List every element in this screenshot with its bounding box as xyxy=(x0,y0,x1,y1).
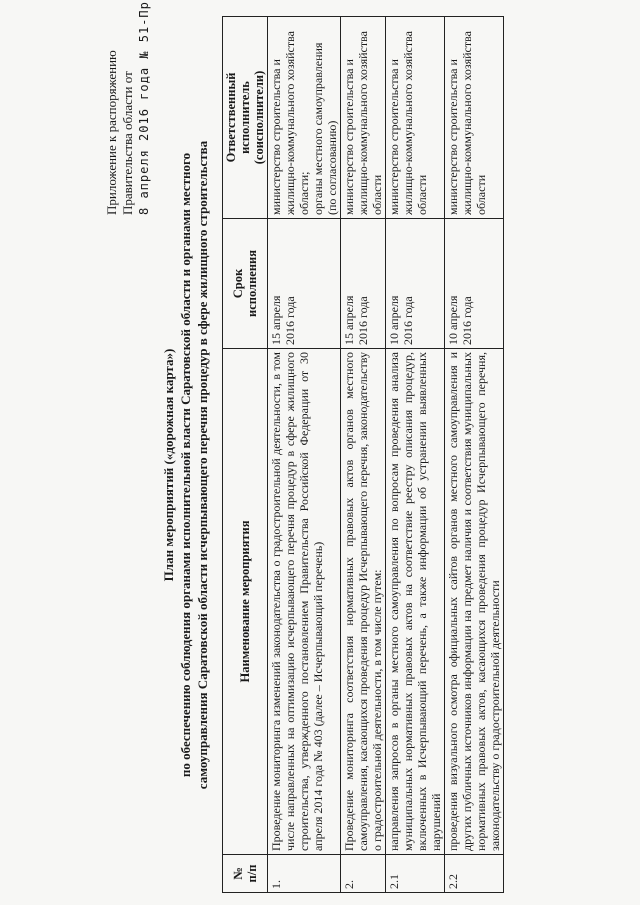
header-num: № п/п xyxy=(223,855,268,893)
document-title xyxy=(160,25,211,905)
appendix-line-2: Правительства области от xyxy=(120,71,135,215)
row-num: 2.1 xyxy=(386,855,445,893)
row-deadline: 10 апреля 2016 года xyxy=(445,219,504,349)
row-responsible: министерство строительства и жилищно-коммунального хозяйства области xyxy=(386,17,445,219)
row-name: направления запросов в органы местного самоуправления по вопросам проведения анализа муниципальных нормативных правовых актов на соответствие реестру описания процедур, включенных в Исчерпывающий перечень, а также информации об устранении выявленных нарушений xyxy=(386,349,445,855)
header-name: Наименование мероприятия xyxy=(223,349,268,855)
row-name: проведения визуального осмотра официальных сайтов органов местного самоуправления и других публичных источников информации на предмет наличия и соответствия муниципальных нормативных правовых актов, касающихся проведения процедур Исчерпывающего перечня, законодательству о градостроительной деятельности xyxy=(445,349,504,855)
table-row xyxy=(341,17,386,893)
table-header-row xyxy=(223,17,268,893)
title-line-1: по обеспечению соблюдения органами исполнительной власти Саратовской области и органами местного xyxy=(178,152,193,778)
row-responsible: министерство строительства и жилищно-коммунального хозяйства области xyxy=(341,17,386,219)
row-num: 2. xyxy=(341,855,386,893)
title-line-2: самоуправления Саратовской области исчерпывающего перечня процедур в сфере жилищного строительства xyxy=(195,140,210,790)
table-row xyxy=(268,17,341,893)
row-responsible: министерство строительства и жилищно-коммунального хозяйства области; органы местного самоуправления (по согласованию) xyxy=(268,17,341,219)
appendix-date-line: 8 апреля 2016 года № 51-Пр xyxy=(137,1,151,215)
header-deadline: Срок исполнения xyxy=(223,219,268,349)
header-responsible: Ответственный исполнитель (соисполнители) xyxy=(223,17,268,219)
appendix-line-1: Приложение к распоряжению xyxy=(104,50,119,215)
row-num: 1. xyxy=(268,855,341,893)
row-num: 2.2 xyxy=(445,855,504,893)
row-name: Проведение мониторинга соответствия нормативных правовых актов органов местного самоуправления, касающихся проведения процедур Исчерпывающего перечня, законодательству о градостроительной деятельности, в том числе путем: xyxy=(341,349,386,855)
appendix-note xyxy=(104,1,152,215)
row-deadline: 10 апреля 2016 года xyxy=(386,219,445,349)
row-responsible: министерство строительства и жилищно-коммунального хозяйства области xyxy=(445,17,504,219)
table-row xyxy=(445,17,504,893)
table-row xyxy=(386,17,445,893)
plan-table xyxy=(222,16,504,893)
title-heading: План мероприятий («дорожная карта») xyxy=(161,348,176,582)
row-deadline: 15 апреля 2016 года xyxy=(341,219,386,349)
row-deadline: 15 апреля 2016 года xyxy=(268,219,341,349)
row-name: Проведение мониторинга изменений законодательства о градостроительной деятельности, в том числе направленных на оптимизацию исчерпывающего перечня процедур в сфере жилищного строительства, утвержденного постановлением Правительства Российской Федерации от 30 апреля 2014 года № 403 (далее – Исчерпывающий перечень) xyxy=(268,349,341,855)
